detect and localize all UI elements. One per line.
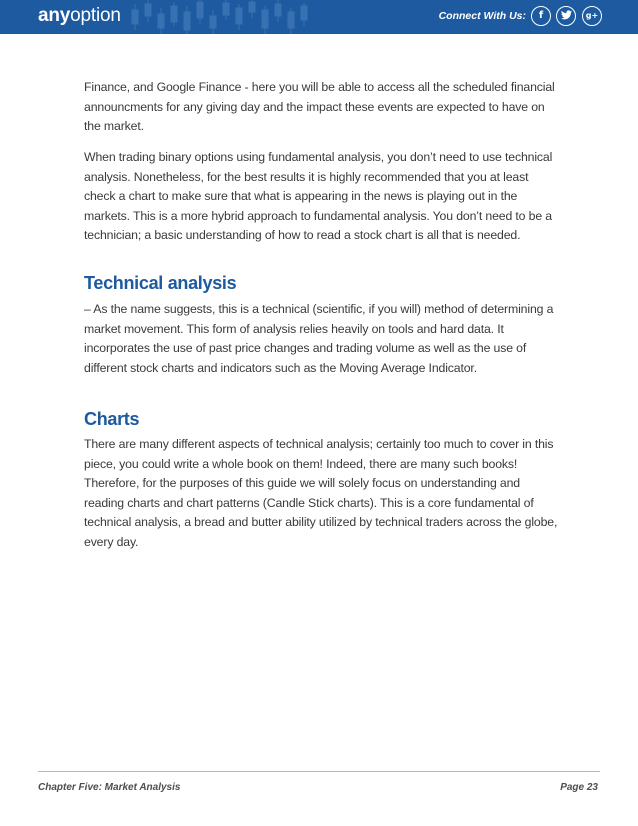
paragraph-financial-announcements: Finance, and Google Finance - here you will be able to access all the scheduled financial announcments for any giving day and the impact these events are expected to have on the market. [84,80,555,134]
footer-page-number: Page 23 [560,782,598,793]
connect-with-us-label: Connect With Us: [438,10,526,22]
footer-chapter-title: Chapter Five: Market Analysis [38,782,181,793]
paragraph-fundamental-analysis: When trading binary options using fundamental analysis, you don’t need to use technical analysis. Nonetheless, for the best results it is highly recommended that you at least check a chart to make sure that what is appearing in the news is playing out in the markets. This is a more hybrid approach to fundamental analysis. You don’t need to be a technician; a basic understanding of how to read a stock chart is all that is needed. [84,150,553,243]
heading-charts: Charts [84,409,140,429]
page-header [0,0,638,34]
logo-bold-text: any [38,5,71,26]
paragraph-technical-analysis: – As the name suggests, this is a technical (scientific, if you will) method of determining a market movement. This form of analysis relies heavily on tools and hard data. It incorporates the use of past price changes and trading volume as well as the use of different stock charts and indicators such as the Moving Average Indicator. [84,302,554,375]
anyoption-logo[interactable] [38,5,121,27]
facebook-icon[interactable]: f [531,6,551,26]
twitter-icon[interactable] [556,6,576,26]
twitter-bird-glyph [561,10,572,20]
heading-technical-analysis: Technical analysis [84,273,237,293]
google-plus-icon[interactable]: g+ [582,6,602,26]
paragraph-charts: There are many different aspects of technical analysis; certainly too much to cover in this piece, you could write a whole book on them! Indeed, there are many such books! Therefore, for the purposes of this guide we will solely focus on understanding and reading charts and chart patterns (Candle Stick charts). This is a core fundamental of technical analysis, a bread and butter ability utilized by technical traders across the globe, every day. [84,437,558,549]
logo-regular-text: option [70,5,121,26]
footer-divider [38,771,600,772]
